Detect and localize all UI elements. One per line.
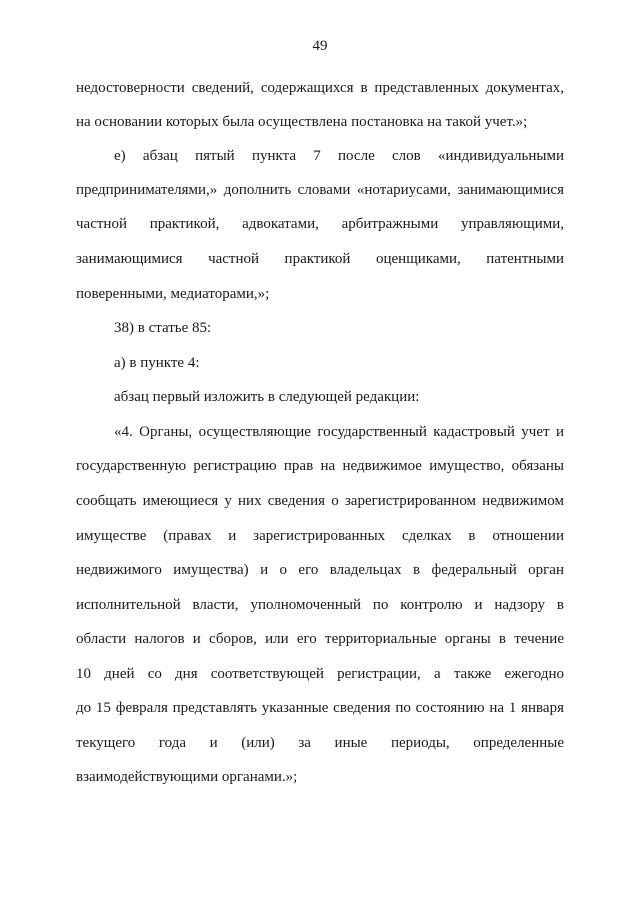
text-line: взаимодействующими органами.»; [76, 769, 298, 785]
text-line: имуществе (правах и зарегистрированных сделках в отношении [76, 528, 564, 544]
text-line: 38) в статье 85: [114, 320, 212, 336]
text-line: исполнительной власти, уполномоченный по контролю и надзору в [76, 597, 564, 613]
text-line: а) в пункте 4: [114, 355, 200, 371]
text-line: недвижимого имущества) и о его владельцах в федеральный орган [76, 562, 564, 578]
page-number: 49 [312, 38, 328, 54]
text-line: на основании которых была осуществлена постановка на такой учет.»; [76, 114, 528, 130]
text-line: поверенными, медиаторами,»; [76, 286, 270, 302]
text-line: занимающимися частной практикой оценщиками, патентными [76, 251, 564, 267]
text-line: частной практикой, адвокатами, арбитражными управляющими, [76, 216, 564, 232]
text-line: е) абзац пятый пункта 7 после слов «индивидуальными [114, 148, 564, 164]
text-line: текущего года и (или) за иные периоды, определенные [76, 735, 564, 751]
text-line: сообщать имеющиеся у них сведения о зарегистрированном недвижимом [76, 493, 564, 509]
text-line: области налогов и сборов, или его территориальные органы в течение [76, 631, 564, 647]
text-line: государственную регистрацию прав на недвижимое имущество, обязаны [76, 458, 564, 474]
text-line: до 15 февраля представлять указанные сведения по состоянию на 1 января [76, 700, 564, 716]
text-line: абзац первый изложить в следующей редакции: [114, 389, 420, 405]
text-line: 10 дней со дня соответствующей регистрации, а также ежегодно [76, 666, 564, 682]
text-line: недостоверности сведений, содержащихся в представленных документах, [76, 80, 564, 96]
text-line: «4. Органы, осуществляющие государственный кадастровый учет и [114, 424, 564, 440]
text-line: предпринимателями,» дополнить словами «нотариусами, занимающимися [76, 182, 564, 198]
